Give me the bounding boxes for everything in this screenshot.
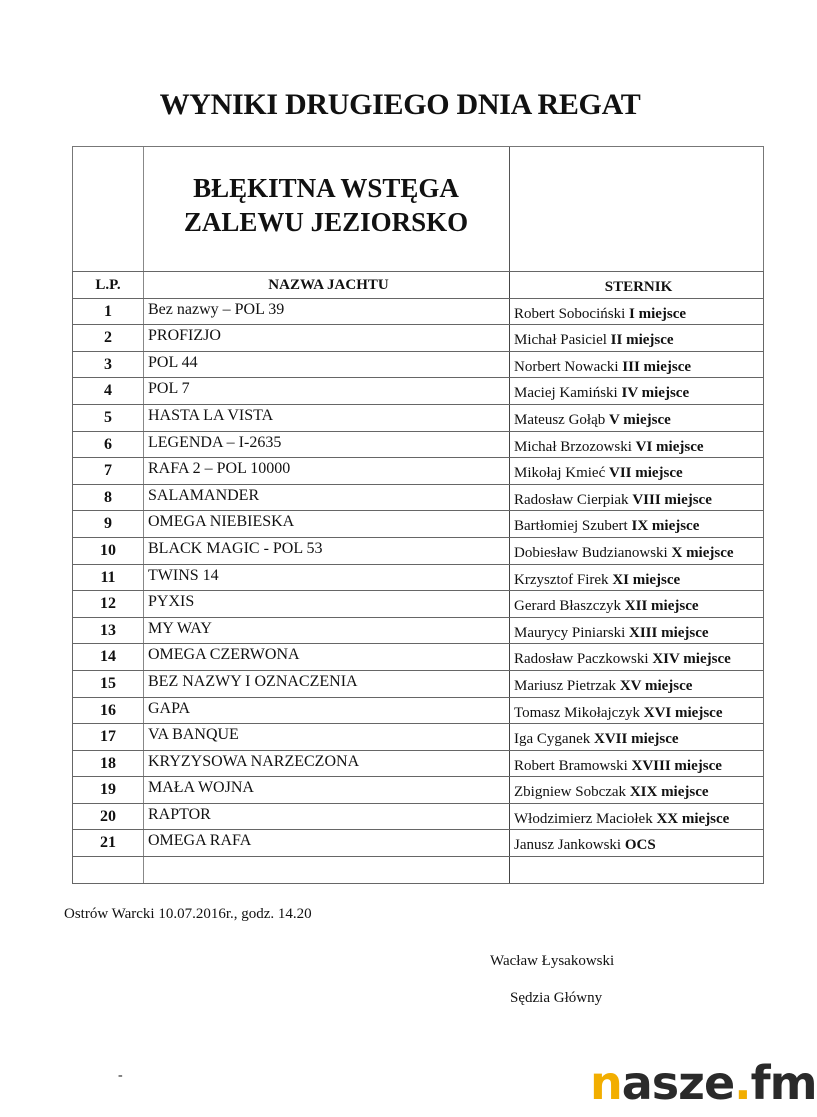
- nasze-fm-logo: [590, 1058, 817, 1108]
- row-lp: 11: [73, 565, 144, 591]
- table-row: [72, 750, 764, 777]
- row-yacht-name: PYXIS: [144, 591, 510, 617]
- row-skipper: [510, 671, 763, 697]
- table-row: [72, 351, 764, 378]
- table-row: [72, 484, 764, 511]
- table-row: [72, 829, 764, 856]
- table-row: [72, 723, 764, 750]
- row-lp: 8: [73, 485, 144, 511]
- header-empty-cell-right: [509, 147, 510, 271]
- skipper-name: Bartłomiej Szubert: [514, 518, 632, 535]
- table-row: [72, 856, 764, 884]
- row-skipper: [510, 698, 763, 724]
- skipper-place: VII miejsce: [608, 465, 683, 482]
- row-lp: 20: [73, 804, 144, 830]
- table-row: [72, 670, 764, 697]
- skipper-name: Zbigniew Sobczak: [514, 784, 630, 801]
- row-skipper: [510, 804, 763, 830]
- skipper-place: XIX miejsce: [629, 784, 709, 801]
- skipper-name: Tomasz Mikołajczyk: [514, 704, 644, 721]
- skipper-place: III miejsce: [622, 358, 692, 375]
- row-lp: 4: [73, 378, 144, 404]
- skipper-place: XIV miejsce: [652, 651, 731, 668]
- row-yacht-name: OMEGA RAFA: [144, 830, 510, 856]
- row-lp: 21: [73, 830, 144, 856]
- row-lp: 3: [73, 352, 144, 378]
- row-yacht-name: POL 7: [144, 378, 510, 404]
- row-yacht-name: BEZ NAZWY I OZNACZENIA: [144, 671, 510, 697]
- skipper-place: II miejsce: [610, 332, 674, 349]
- event-header-block: [72, 146, 764, 271]
- skipper-name: Michał Pasiciel: [514, 332, 611, 349]
- row-skipper: [510, 591, 763, 617]
- row-skipper: [510, 432, 763, 458]
- row-skipper: [510, 352, 763, 378]
- row-skipper: [510, 857, 763, 883]
- skipper-place: VIII miejsce: [632, 491, 712, 508]
- skipper-place: I miejsce: [629, 305, 687, 322]
- row-lp: 17: [73, 724, 144, 750]
- row-skipper: [510, 644, 763, 670]
- row-yacht-name: MY WAY: [144, 618, 510, 644]
- row-skipper: [510, 511, 763, 537]
- skipper-place: XII miejsce: [624, 598, 699, 615]
- skipper-place: OCS: [624, 837, 656, 854]
- row-skipper: [510, 299, 763, 325]
- row-skipper: [510, 378, 763, 404]
- row-lp: 14: [73, 644, 144, 670]
- skipper-place: V miejsce: [608, 411, 671, 428]
- row-yacht-name: Bez nazwy – POL 39: [144, 299, 510, 325]
- row-yacht-name: LEGENDA – I-2635: [144, 432, 510, 458]
- skipper-name: Maciej Kamiński: [514, 385, 622, 402]
- row-skipper: [510, 751, 763, 777]
- row-lp: 5: [73, 405, 144, 431]
- row-yacht-name: [144, 857, 510, 883]
- skipper-name: Maurycy Piniarski: [514, 624, 629, 641]
- results-table: [72, 146, 764, 884]
- skipper-name: Włodzimierz Maciołek: [514, 810, 657, 827]
- table-row: [72, 457, 764, 484]
- skipper-place: X miejsce: [671, 544, 734, 561]
- skipper-name: Robert Bramowski: [514, 757, 632, 774]
- skipper-place: XX miejsce: [656, 810, 730, 827]
- skipper-place: IV miejsce: [621, 385, 690, 402]
- row-skipper: [510, 485, 763, 511]
- skipper-place: XI miejsce: [612, 571, 681, 588]
- table-row: [72, 537, 764, 564]
- table-row: [72, 431, 764, 458]
- table-header-row: [72, 271, 764, 298]
- table-row: [72, 404, 764, 431]
- row-skipper: [510, 458, 763, 484]
- row-yacht-name: OMEGA CZERWONA: [144, 644, 510, 670]
- row-lp: 15: [73, 671, 144, 697]
- signatory-name: Wacław Łysakowski: [490, 953, 615, 969]
- row-lp: 19: [73, 777, 144, 803]
- event-title: [143, 171, 509, 239]
- row-yacht-name: RAPTOR: [144, 804, 510, 830]
- row-yacht-name: BLACK MAGIC - POL 53: [144, 538, 510, 564]
- skipper-name: Radosław Paczkowski: [514, 651, 653, 668]
- table-row: [72, 643, 764, 670]
- document-title: WYNIKI DRUGIEGO DNIA REGAT: [159, 88, 641, 121]
- row-yacht-name: OMEGA NIEBIESKA: [144, 511, 510, 537]
- event-title-line1: BŁĘKITNA WSTĘGA: [193, 173, 459, 203]
- skipper-name: Mateusz Gołąb: [514, 411, 609, 428]
- row-yacht-name: PROFIZJO: [144, 325, 510, 351]
- row-yacht-name: SALAMANDER: [144, 485, 510, 511]
- table-row: [72, 803, 764, 830]
- row-skipper: [510, 325, 763, 351]
- skipper-place: IX miejsce: [631, 518, 700, 535]
- skipper-name: Dobiesław Budzianowski: [514, 544, 672, 561]
- skipper-name: Michał Brzozowski: [514, 438, 636, 455]
- skipper-name: Norbert Nowacki: [514, 358, 623, 375]
- logo-text: asze: [621, 1056, 735, 1110]
- row-skipper: [510, 777, 763, 803]
- row-skipper: [510, 830, 763, 856]
- skipper-place: XVII miejsce: [593, 731, 679, 748]
- row-yacht-name: VA BANQUE: [144, 724, 510, 750]
- skipper-name: Krzysztof Firek: [514, 571, 613, 588]
- table-row: [72, 564, 764, 591]
- row-skipper: [510, 618, 763, 644]
- row-lp: 1: [73, 299, 144, 325]
- row-skipper: [510, 565, 763, 591]
- row-lp: 7: [73, 458, 144, 484]
- row-lp: 18: [73, 751, 144, 777]
- skipper-name: Mariusz Pietrzak: [514, 677, 620, 694]
- signatory-role: Sędzia Główny: [510, 990, 603, 1006]
- table-body: [72, 298, 764, 884]
- row-skipper: [510, 405, 763, 431]
- skipper-name: Mikołaj Kmieć: [514, 465, 609, 482]
- col-header-skipper: STERNIK: [604, 279, 673, 295]
- row-lp: 2: [73, 325, 144, 351]
- table-row: [72, 697, 764, 724]
- skipper-place: XIII miejsce: [628, 624, 709, 641]
- event-title-line2: ZALEWU JEZIORSKO: [183, 207, 469, 237]
- row-lp: 12: [73, 591, 144, 617]
- logo-first-letter: n: [590, 1056, 622, 1110]
- row-skipper: [510, 724, 763, 750]
- row-yacht-name: RAFA 2 – POL 10000: [144, 458, 510, 484]
- skipper-name: Robert Sobociński: [514, 305, 629, 322]
- table-row: [72, 324, 764, 351]
- row-yacht-name: POL 44: [144, 352, 510, 378]
- row-yacht-name: MAŁA WOJNA: [144, 777, 510, 803]
- table-row: [72, 510, 764, 537]
- stray-dash-mark: -: [118, 1068, 123, 1083]
- place-and-date: Ostrów Warcki 10.07.2016r., godz. 14.20: [64, 906, 312, 922]
- skipper-name: Gerard Błaszczyk: [514, 598, 625, 615]
- row-yacht-name: GAPA: [144, 698, 510, 724]
- skipper-place: VI miejsce: [635, 438, 704, 455]
- row-yacht-name: TWINS 14: [144, 565, 510, 591]
- skipper-place: XV miejsce: [619, 677, 693, 694]
- col-header-lp: L.P.: [73, 272, 144, 298]
- row-yacht-name: KRYZYSOWA NARZECZONA: [144, 751, 510, 777]
- row-lp: [73, 857, 144, 883]
- skipper-name: Janusz Jankowski: [514, 837, 625, 854]
- table-row: [72, 377, 764, 404]
- row-lp: 6: [73, 432, 144, 458]
- table-row: [72, 776, 764, 803]
- row-lp: 16: [73, 698, 144, 724]
- skipper-name: Iga Cyganek: [514, 731, 594, 748]
- table-row: [72, 617, 764, 644]
- skipper-place: XVI miejsce: [643, 704, 723, 721]
- logo-tld: fm: [750, 1056, 817, 1110]
- table-row: [72, 298, 764, 325]
- col-header-yacht-name: NAZWA JACHTU: [144, 272, 510, 298]
- table-row: [72, 590, 764, 617]
- row-yacht-name: HASTA LA VISTA: [144, 405, 510, 431]
- skipper-name: Radosław Cierpiak: [514, 491, 633, 508]
- row-lp: 10: [73, 538, 144, 564]
- header-empty-cell: [73, 147, 144, 271]
- skipper-place: XVIII miejsce: [631, 757, 722, 774]
- logo-dot: .: [734, 1056, 751, 1110]
- row-lp: 9: [73, 511, 144, 537]
- row-lp: 13: [73, 618, 144, 644]
- row-skipper: [510, 538, 763, 564]
